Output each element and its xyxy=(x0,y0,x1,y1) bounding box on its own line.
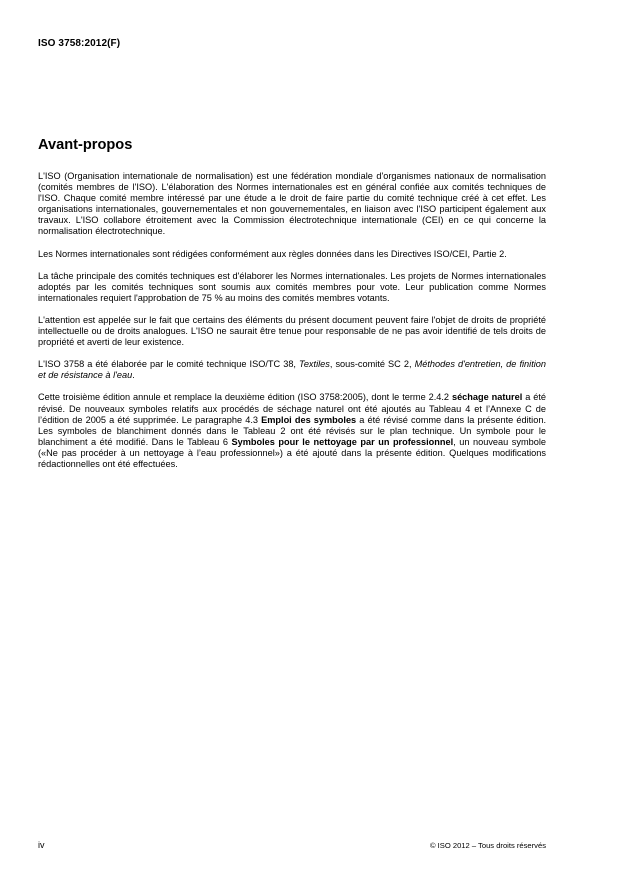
page-title: Avant-propos xyxy=(38,137,133,153)
copyright-notice: © ISO 2012 – Tous droits réservés xyxy=(429,841,546,850)
text-run: , sous-comité SC 2, xyxy=(329,359,415,370)
table-professional-cleaning: Symboles pour le nettoyage par un professionnel xyxy=(231,436,454,447)
paragraph-patent-rights: L'attention est appelée sur le fait que certains des éléments du présent document peuvent faire l'objet de droits de propriété intellectuelle ou de droits analogues. L'ISO ne saurait être tenue pour responsable de ne pas avoir identifié de tels droits de propriété et averti de leur existence. xyxy=(38,314,546,348)
text-run: Cette troisième édition annule et remplace la deuxième édition (ISO 3758:2005), dont le terme 2.4.2 xyxy=(38,392,452,403)
term-natural-drying: séchage naturel xyxy=(451,392,523,403)
paragraph-directives: Les Normes internationales sont rédigées conformément aux règles données dans les Directives ISO/CEI, Partie 2. xyxy=(38,248,507,259)
page-number: iv xyxy=(38,840,45,850)
foreword-body xyxy=(38,171,546,481)
committee-name: Textiles xyxy=(299,359,330,370)
text-run: L'ISO 3758 a été élaborée par le comité technique ISO/TC 38, xyxy=(38,359,300,370)
clause-use-of-symbols: Emploi des symboles xyxy=(261,414,357,425)
paragraph-iso-organisation: L'ISO (Organisation internationale de normalisation) est une fédération mondiale d'organismes nationaux de normalisation (comités membres de l'ISO). L'élaboration des Normes internationales est en général confiée aux comités techniques de l'ISO. Chaque comité membre intéressé par une étude a le droit de faire partie du comité technique créé à cet effet. Les organisations internationales, gouvernementales et non gouvernementales, en liaison avec l'ISO participent également aux travaux. L'ISO collabore étroitement avec la Commission électrotechnique internationale (CEI) en ce qui concerne la normalisation électrotechnique. xyxy=(38,171,546,237)
document-id: ISO 3758:2012(F) xyxy=(38,38,121,49)
subcommittee-name: Méthodes d'entretien, de finition et de résistance à l'eau xyxy=(38,359,547,381)
text-run: . xyxy=(132,370,135,381)
text-run: a été révisé. De nouveaux symboles relatifs aux procédés de séchage naturel ont été ajoutés au Tableau 4 et l’Annexe C de l’édition de 2005 a été supprimée. Le paragraphe 4.3 xyxy=(38,392,546,425)
paragraph-technical-committees: La tâche principale des comités techniques est d'élaborer les Normes internationales. Les projets de Normes internationales adoptés par les comités techniques sont soumis aux comités membres pour vote. Leur publication comme Normes internationales requiert l'approbation de 75 % au moins des comités membres votants. xyxy=(38,270,546,303)
paragraph-edition-changes xyxy=(38,392,546,470)
paragraph-prepared-by xyxy=(38,359,546,381)
text-run: , un nouveau symbole («Ne pas procéder à un nettoyage à l’eau professionnel») a été ajouté dans la présente édition. Quelques modifications rédactionnelles ont été effectuées. xyxy=(38,436,546,469)
text-run: a été révisé comme dans la présente édition. Les symboles de blanchiment donnés dans le Tableau 2 ont été révisés sur le plan technique. Un symbole pour le blanchiment a été modifié. Dans le Tableau 6 xyxy=(38,414,546,447)
